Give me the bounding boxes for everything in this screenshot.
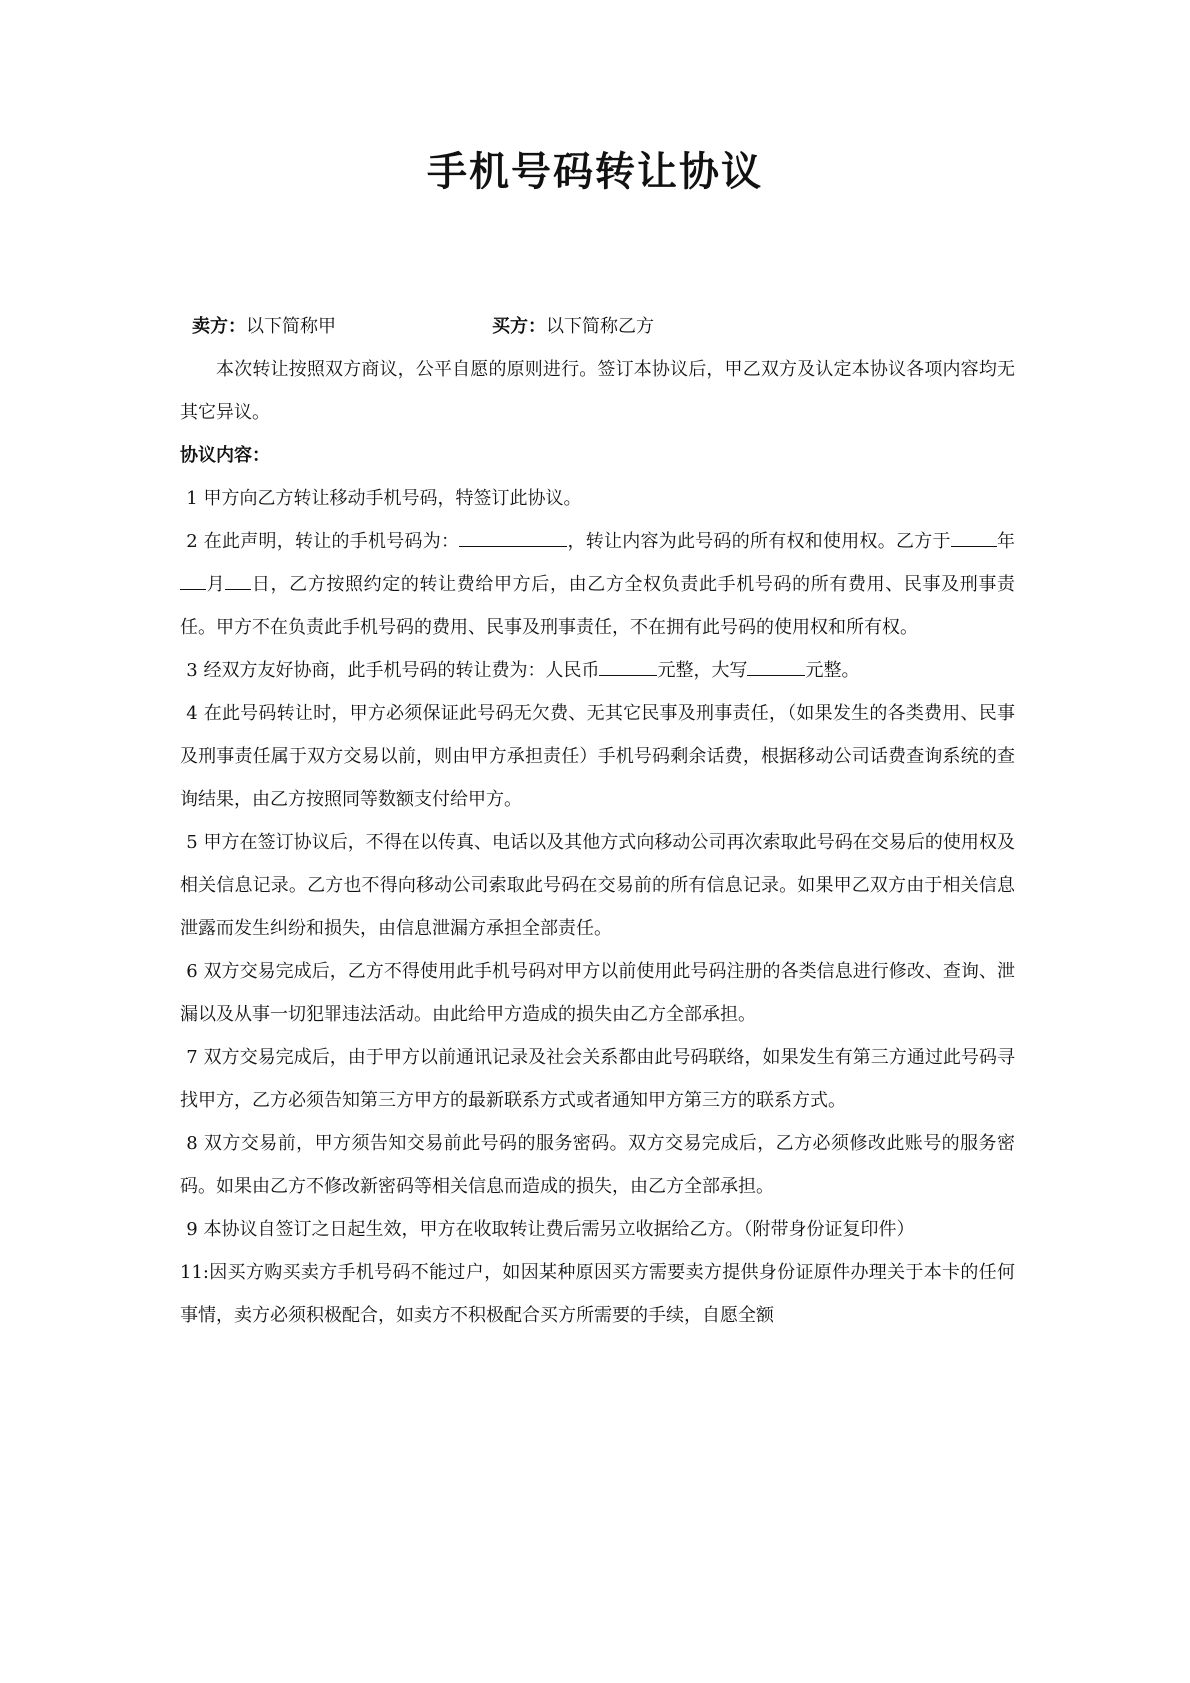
clause-2: [180, 520, 1015, 649]
clause-2-part-1: 2 在此声明，转让的手机号码为：: [186, 531, 460, 552]
buyer-field: [492, 305, 654, 348]
seller-field: [192, 305, 336, 348]
month-label: 月: [206, 574, 226, 595]
clause-3-part-3: 元整。: [805, 660, 860, 681]
fee-capital-blank[interactable]: [747, 657, 805, 676]
clause-7: 7 双方交易完成后，由于甲方以前通讯记录及社会关系都由此号码联络，如果发生有第三方通过此号码寻找甲方，乙方必须告知第三方甲方的最新联系方式或者通知甲方第三方的联系方式。: [180, 1047, 1015, 1111]
clause-2-part-2: ，转让内容为此号码的所有权和使用权。乙方于: [567, 531, 951, 552]
buyer-label: 买方：: [492, 316, 546, 337]
day-blank[interactable]: [225, 571, 251, 590]
clause-8: 8 双方交易前，甲方须告知交易前此号码的服务密码。双方交易完成后，乙方必须修改此账号的服务密码。如果由乙方不修改新密码等相关信息而造成的损失，由乙方全部承担。: [180, 1133, 1015, 1197]
month-blank[interactable]: [180, 571, 206, 590]
year-blank[interactable]: [951, 528, 997, 547]
clause-5: 5 甲方在签订协议后，不得在以传真、电话以及其他方式向移动公司再次索取此号码在交易后的使用权及相关信息记录。乙方也不得向移动公司索取此号码在交易前的所有信息记录。如果甲乙双方由于相关信息泄露而发生纠纷和损失，由信息泄漏方承担全部责任。: [180, 832, 1015, 939]
preamble-paragraph: 本次转让按照双方商议，公平自愿的原则进行。签订本协议后，甲乙双方及认定本协议各项内容均无其它异议。: [180, 359, 1015, 423]
phone-number-blank[interactable]: [459, 528, 567, 547]
parties-line: [180, 305, 1015, 348]
clause-11: 11:因买方购买卖方手机号码不能过户，如因某种原因买方需要卖方提供身份证原件办理关于本卡的任何事情，卖方必须积极配合，如卖方不积极配合买方所需要的手续，自愿全额: [180, 1262, 1015, 1326]
fee-amount-blank[interactable]: [599, 657, 657, 676]
document-title: 手机号码转让协议: [427, 148, 763, 195]
buyer-value: 以下简称乙方: [546, 316, 654, 337]
document-body: [180, 305, 1015, 1337]
clause-3-part-1: 3 经双方友好协商，此手机号码的转让费为：人民币: [186, 660, 600, 681]
clause-2-part-3: 日，乙方按照约定的转让费给甲方后，由乙方全权负责此手机号码的所有费用、民事及刑事责任。甲方不在负责此手机号码的费用、民事及刑事责任，不在拥有此号码的使用权和所有权。: [180, 574, 1016, 638]
seller-value: 以下简称甲: [246, 316, 336, 337]
section-heading: 协议内容：: [180, 445, 270, 466]
clause-6: 6 双方交易完成后，乙方不得使用此手机号码对甲方以前使用此号码注册的各类信息进行修改、查询、泄漏以及从事一切犯罪违法活动。由此给甲方造成的损失由乙方全部承担。: [180, 961, 1015, 1025]
year-label: 年: [996, 531, 1016, 552]
clause-1: 1 甲方向乙方转让移动手机号码，特签订此协议。: [186, 488, 582, 509]
clause-4: 4 在此号码转让时，甲方必须保证此号码无欠费、无其它民事及刑事责任，（如果发生的各类费用、民事及刑事责任属于双方交易以前，则由甲方承担责任）手机号码剩余话费，根据移动公司话费查询系统的查询结果，由乙方按照同等数额支付给甲方。: [180, 703, 1015, 810]
clause-3-part-2: 元整，大写: [657, 660, 748, 681]
seller-label: 卖方：: [192, 316, 246, 337]
clause-9: 9 本协议自签订之日起生效，甲方在收取转让费后需另立收据给乙方。（附带身份证复印件）: [186, 1219, 915, 1240]
clause-3: [180, 649, 1015, 692]
